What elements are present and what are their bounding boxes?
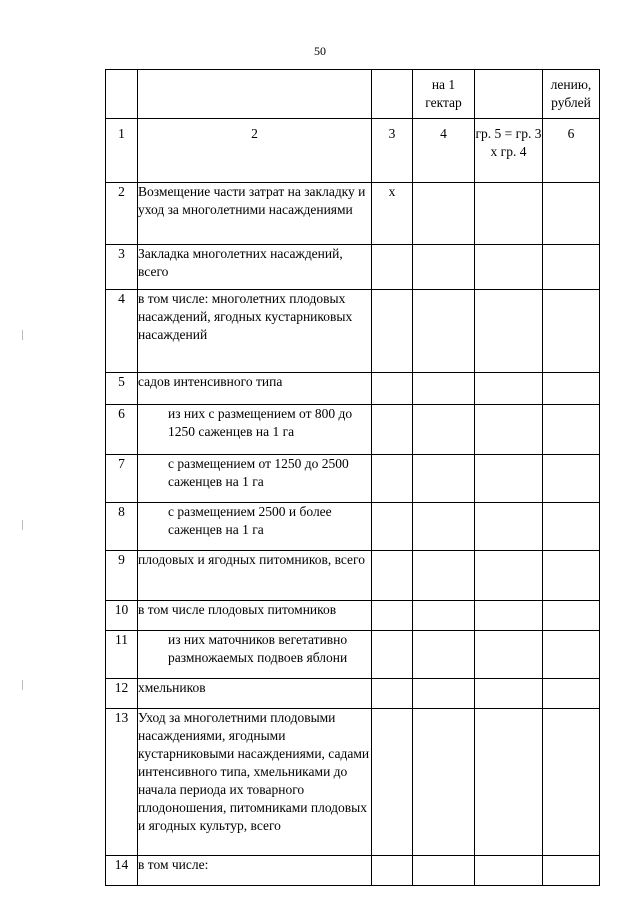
- empty-cell: [543, 631, 600, 679]
- row-description: Закладка многолетних насаждений, всего: [138, 245, 372, 290]
- cell-col3: [372, 455, 413, 503]
- row-number: 5: [106, 373, 138, 405]
- cell-col3: [372, 373, 413, 405]
- row-description: в том числе:: [138, 856, 372, 886]
- row-description: хмельников: [138, 679, 372, 709]
- empty-cell: [413, 856, 475, 886]
- table-row: [106, 373, 600, 405]
- empty-cell: [475, 405, 543, 455]
- empty-cell: [475, 601, 543, 631]
- column-number: 4: [413, 119, 475, 183]
- header-cell: [475, 70, 543, 119]
- header-cell: [106, 70, 138, 119]
- margin-mark: [22, 520, 23, 530]
- column-number: 3: [372, 119, 413, 183]
- row-number: 9: [106, 551, 138, 601]
- cell-col3: [372, 631, 413, 679]
- row-number: 14: [106, 856, 138, 886]
- row-number: 8: [106, 503, 138, 551]
- empty-cell: [413, 373, 475, 405]
- row-number: 13: [106, 709, 138, 856]
- cell-col3: [372, 551, 413, 601]
- subsidy-table: [105, 69, 600, 886]
- empty-cell: [543, 601, 600, 631]
- page-number: 50: [314, 44, 326, 58]
- empty-cell: [475, 373, 543, 405]
- row-number: 2: [106, 183, 138, 245]
- empty-cell: [413, 601, 475, 631]
- cell-col3: [372, 679, 413, 709]
- table-row: [106, 601, 600, 631]
- row-description: в том числе: многолетних плодовых насаждений, ягодных кустарниковых насаждений: [138, 290, 372, 373]
- empty-cell: [413, 405, 475, 455]
- empty-cell: [475, 551, 543, 601]
- cell-col3: [372, 601, 413, 631]
- cell-col3: х: [372, 183, 413, 245]
- empty-cell: [475, 455, 543, 503]
- table-row: [106, 856, 600, 886]
- margin-mark: [22, 330, 23, 340]
- row-number: 4: [106, 290, 138, 373]
- empty-cell: [475, 856, 543, 886]
- row-description: Возмещение части затрат на закладку и уход за многолетними насаждениями: [138, 183, 372, 245]
- empty-cell: [543, 405, 600, 455]
- row-number: 12: [106, 679, 138, 709]
- empty-cell: [543, 183, 600, 245]
- empty-cell: [413, 503, 475, 551]
- empty-cell: [413, 455, 475, 503]
- table-row: [106, 679, 600, 709]
- row-description: из них маточников вегетативно размножаемых подвоев яблони: [138, 631, 372, 679]
- row-description: из них с размещением от 800 до 1250 саженцев на 1 га: [138, 405, 372, 455]
- row-description: плодовых и ягодных питомников, всего: [138, 551, 372, 601]
- column-formula: гр. 5 = гр. 3 х гр. 4: [475, 119, 543, 183]
- empty-cell: [413, 631, 475, 679]
- margin-mark: [22, 680, 23, 690]
- empty-cell: [475, 631, 543, 679]
- row-number: 7: [106, 455, 138, 503]
- empty-cell: [543, 373, 600, 405]
- row-number: 3: [106, 245, 138, 290]
- table-row: [106, 183, 600, 245]
- cell-col3: [372, 503, 413, 551]
- table-row: [106, 709, 600, 856]
- cell-col3: [372, 405, 413, 455]
- column-number: 6: [543, 119, 600, 183]
- empty-cell: [475, 245, 543, 290]
- table-row: [106, 503, 600, 551]
- column-number: 1: [106, 119, 138, 183]
- table-row: [106, 405, 600, 455]
- empty-cell: [543, 679, 600, 709]
- row-number: 10: [106, 601, 138, 631]
- empty-cell: [413, 183, 475, 245]
- header-rubles: лению, рублей: [543, 70, 600, 119]
- cell-col3: [372, 856, 413, 886]
- empty-cell: [413, 709, 475, 856]
- empty-cell: [413, 290, 475, 373]
- empty-cell: [413, 551, 475, 601]
- column-number: 2: [138, 119, 372, 183]
- table-row: [106, 631, 600, 679]
- row-description: с размещением 2500 и более саженцев на 1 га: [138, 503, 372, 551]
- empty-cell: [543, 290, 600, 373]
- empty-cell: [413, 245, 475, 290]
- cell-col3: [372, 245, 413, 290]
- empty-cell: [543, 245, 600, 290]
- column-numbers-row: [106, 119, 600, 183]
- empty-cell: [475, 503, 543, 551]
- row-description: Уход за многолетними плодовыми насаждениями, ягодными кустарниковыми насаждениями, садами интенсивного типа, хмельниками до начала периода их товарного плодоношения, питомниками плодовых и ягодных культур, всего: [138, 709, 372, 856]
- empty-cell: [543, 709, 600, 856]
- empty-cell: [475, 183, 543, 245]
- empty-cell: [543, 856, 600, 886]
- empty-cell: [543, 503, 600, 551]
- empty-cell: [543, 455, 600, 503]
- empty-cell: [475, 709, 543, 856]
- empty-cell: [475, 290, 543, 373]
- header-row: [106, 70, 600, 119]
- table-row: [106, 551, 600, 601]
- empty-cell: [543, 551, 600, 601]
- table-row: [106, 245, 600, 290]
- header-per-hectare: на 1 гектар: [413, 70, 475, 119]
- header-cell: [138, 70, 372, 119]
- row-number: 11: [106, 631, 138, 679]
- row-description: в том числе плодовых питомников: [138, 601, 372, 631]
- cell-col3: [372, 290, 413, 373]
- row-number: 6: [106, 405, 138, 455]
- table-row: [106, 455, 600, 503]
- empty-cell: [475, 679, 543, 709]
- table-row: [106, 290, 600, 373]
- row-description: садов интенсивного типа: [138, 373, 372, 405]
- header-cell: [372, 70, 413, 119]
- cell-col3: [372, 709, 413, 856]
- empty-cell: [413, 679, 475, 709]
- row-description: с размещением от 1250 до 2500 саженцев на 1 га: [138, 455, 372, 503]
